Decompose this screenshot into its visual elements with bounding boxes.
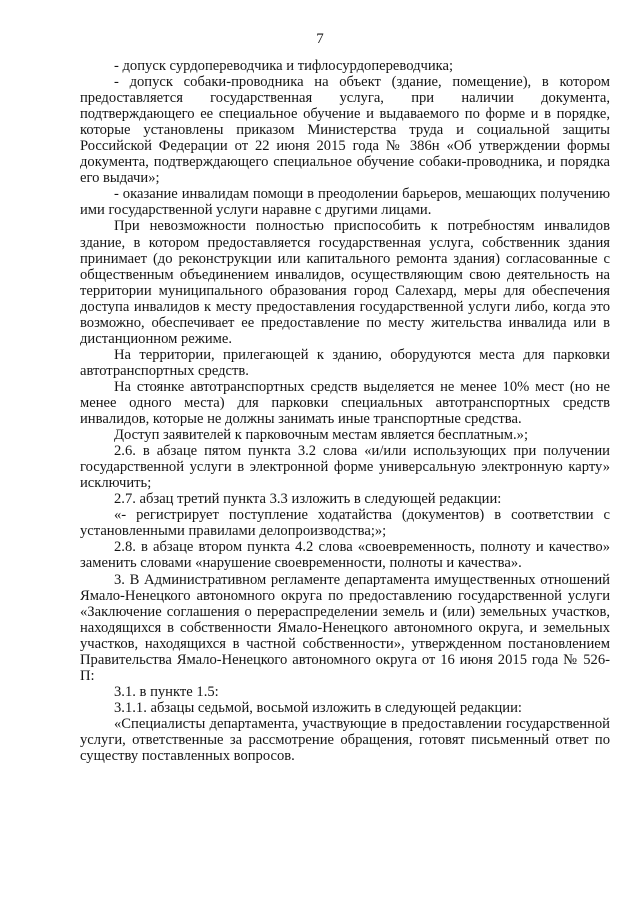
paragraph-p2: - допуск собаки-проводника на объект (здание, помещение), в котором предоставляется государственная услуга, при наличии документа, подтверждающего ее специальное обучение и выдаваемого по форме и в порядке, которые установлены приказом Министерства труда и социальной защиты Российской Федерации от 22 июня 2015 года № 386н «Об утверждении формы документа, подтверждающего специальное обучение собаки-проводника, и порядка его выдачи»; xyxy=(80,74,610,187)
paragraph-p11: 2.8. в абзаце втором пункта 4.2 слова «своевременность, полноту и качество» заменить словами «нарушение своевременности, полноты и качества». xyxy=(80,539,610,572)
paragraph-p6: На стоянке автотранспортных средств выделяется не менее 10% мест (но не менее одного места) для парковки специальных автотранспортных средств инвалидов, которые не должны занимать иные транспортные средства. xyxy=(80,378,610,428)
paragraph-p1: - допуск сурдопереводчика и тифлосурдопереводчика; xyxy=(114,58,454,74)
document-body xyxy=(80,58,610,764)
page-number: 7 xyxy=(316,31,324,47)
paragraph-p13: 3.1. в пункте 1.5: xyxy=(114,683,219,700)
paragraph-p12: 3. В Административном регламенте департамента имущественных отношений Ямало-Ненецкого автономного округа по предоставлению государственной услуги «Заключение соглашения о перераспределении земель и (или) земельных участков, находящихся в собственности Ямало-Ненецкого автономного округа, и земельных участков, находящихся в частной собственности», утвержденном постановлением Правительства Ямало-Ненецкого автономного округа от 16 июня 2015 года № 526-П: xyxy=(80,571,610,684)
paragraph-p10: «- регистрирует поступление ходатайства (документов) в соответствии с установленными правилами делопроизводства;»; xyxy=(80,507,610,540)
paragraph-p7: Доступ заявителей к парковочным местам является бесплатным.»; xyxy=(114,427,528,444)
paragraph-p8: 2.6. в абзаце пятом пункта 3.2 слова «и/или использующих при получении государственной услуги в электронной форме универсальную электронную карту» исключить; xyxy=(80,443,610,492)
paragraph-p14: 3.1.1. абзацы седьмой, восьмой изложить в следующей редакции: xyxy=(114,699,522,716)
paragraph-p3: - оказание инвалидам помощи в преодолении барьеров, мешающих получению ими государственной услуги наравне с другими лицами. xyxy=(80,186,610,219)
paragraph-p5: На территории, прилегающей к зданию, оборудуются места для парковки автотранспортных средств. xyxy=(80,346,610,379)
paragraph-p15: «Специалисты департамента, участвующие в предоставлении государственной услуги, ответственные за рассмотрение обращения, готовят письменный ответ по существу поставленных вопросов. xyxy=(80,715,610,765)
paragraph-p4: При невозможности полностью приспособить к потребностям инвалидов здание, в котором предоставляется государственная услуга, собственник здания принимает (до реконструкции или капитального ремонта здания) согласованные с общественным объединением инвалидов, осуществляющим свою деятельность на территории муниципального образования город Салехард, меры для обеспечения доступа инвалидов к месту предоставления государственной услуги либо, когда это возможно, обеспечивает ее предоставление по месту жительства инвалида или в дистанционном режиме. xyxy=(80,218,610,347)
paragraph-p9: 2.7. абзац третий пункта 3.3 изложить в следующей редакции: xyxy=(114,491,502,508)
